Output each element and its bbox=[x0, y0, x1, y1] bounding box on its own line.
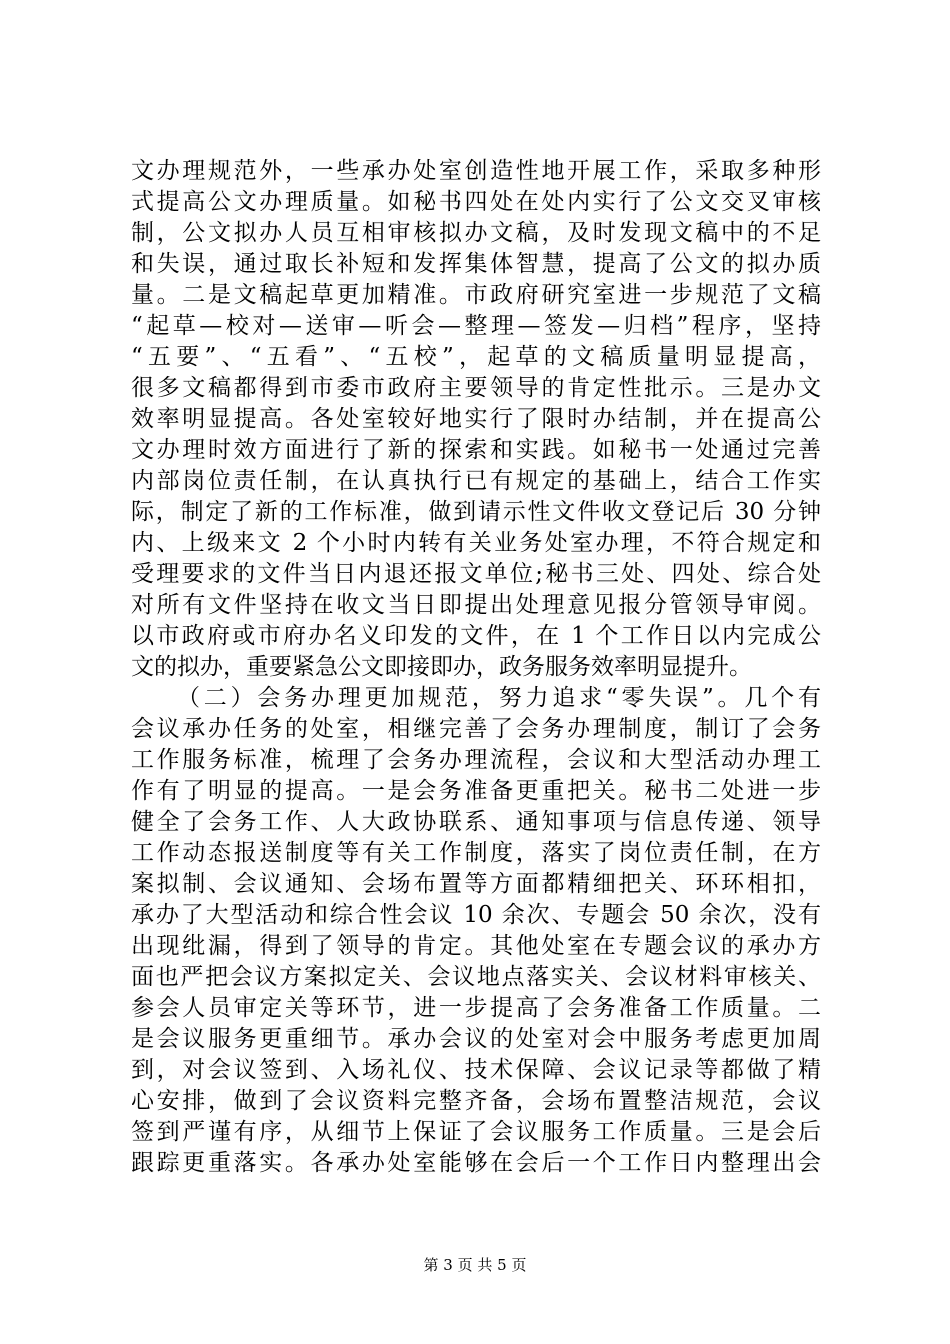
text-line: 制，公文拟办人员互相审核拟办文稿，及时发现文稿中的不足 bbox=[131, 220, 821, 246]
paragraph-end-line: 文的拟办，重要紧急公文即接即办，政务服务效率明显提升。 bbox=[131, 654, 752, 680]
page-footer bbox=[0, 1255, 950, 1275]
text-line: 文办理规范外，一些承办处室创造性地开展工作，采取多种形 bbox=[131, 158, 821, 184]
page-number-label: 第 3 页 共 5 页 bbox=[423, 1256, 527, 1274]
text-line: 对所有文件坚持在收文当日即提出处理意见报分管领导审阅。 bbox=[131, 592, 821, 618]
text-line: 很多文稿都得到市委市政府主要领导的肯定性批示。三是办文 bbox=[131, 375, 821, 401]
document-body bbox=[131, 156, 821, 1179]
text-line: “五要”、“五看”、“五校”，起草的文稿质量明显提高， bbox=[131, 344, 821, 370]
text-line: 以市政府或市府办名义印发的文件，在 1 个工作日以内完成公 bbox=[131, 623, 821, 649]
text-line: 面也严把会议方案拟定关、会议地点落实关、会议材料审核关、 bbox=[131, 964, 821, 990]
text-line: 内、上级来文 2 个小时内转有关业务处室办理，不符合规定和 bbox=[131, 530, 821, 556]
text-line: 签到严谨有序，从细节上保证了会议服务工作质量。三是会后 bbox=[131, 1119, 821, 1145]
paragraph-first-line: （二）会务办理更加规范，努力追求“零失误”。几个有 bbox=[177, 685, 821, 711]
text-line: 健全了会务工作、人大政协联系、通知事项与信息传递、领导 bbox=[131, 809, 821, 835]
text-line: 受理要求的文件当日内退还报文单位;秘书三处、四处、综合处 bbox=[131, 561, 821, 587]
text-line: 到，对会议签到、入场礼仪、技术保障、会议记录等都做了精 bbox=[131, 1057, 821, 1083]
text-line: 参会人员审定关等环节，进一步提高了会务准备工作质量。二 bbox=[131, 995, 821, 1021]
text-line: “起草—校对—送审—听会—整理—签发—归档”程序，坚持 bbox=[131, 313, 821, 339]
text-line: 文办理时效方面进行了新的探索和实践。如秘书一处通过完善 bbox=[131, 437, 821, 463]
text-line: 和失误，通过取长补短和发挥集体智慧，提高了公文的拟办质 bbox=[131, 251, 821, 277]
text-line: 心安排，做到了会议资料完整齐备，会场布置整洁规范，会议 bbox=[131, 1088, 821, 1114]
text-line: 效率明显提高。各处室较好地实行了限时办结制，并在提高公 bbox=[131, 406, 821, 432]
text-line: 内部岗位责任制，在认真执行已有规定的基础上，结合工作实 bbox=[131, 468, 821, 494]
text-line: 承办了大型活动和综合性会议 10 余次、专题会 50 余次，没有 bbox=[131, 902, 821, 928]
text-line: 式提高公文办理质量。如秘书四处在处内实行了公文交叉审核 bbox=[131, 189, 821, 215]
text-line: 会议承办任务的处室，相继完善了会务办理制度，制订了会务 bbox=[131, 716, 821, 742]
text-line: 出现纰漏，得到了领导的肯定。其他处室在专题会议的承办方 bbox=[131, 933, 821, 959]
text-line: 量。二是文稿起草更加精准。市政府研究室进一步规范了文稿 bbox=[131, 282, 821, 308]
text-line: 作有了明显的提高。一是会务准备更重把关。秘书二处进一步 bbox=[131, 778, 821, 804]
text-line: 是会议服务更重细节。承办会议的处室对会中服务考虑更加周 bbox=[131, 1026, 821, 1052]
text-line: 工作服务标准，梳理了会务办理流程，会议和大型活动办理工 bbox=[131, 747, 821, 773]
text-line: 工作动态报送制度等有关工作制度，落实了岗位责任制，在方 bbox=[131, 840, 821, 866]
text-line: 际，制定了新的工作标准，做到请示性文件收文登记后 30 分钟 bbox=[131, 499, 821, 525]
text-line: 跟踪更重落实。各承办处室能够在会后一个工作日内整理出会 bbox=[131, 1150, 821, 1176]
text-line: 案拟制、会议通知、会场布置等方面都精细把关、环环相扣， bbox=[131, 871, 821, 897]
